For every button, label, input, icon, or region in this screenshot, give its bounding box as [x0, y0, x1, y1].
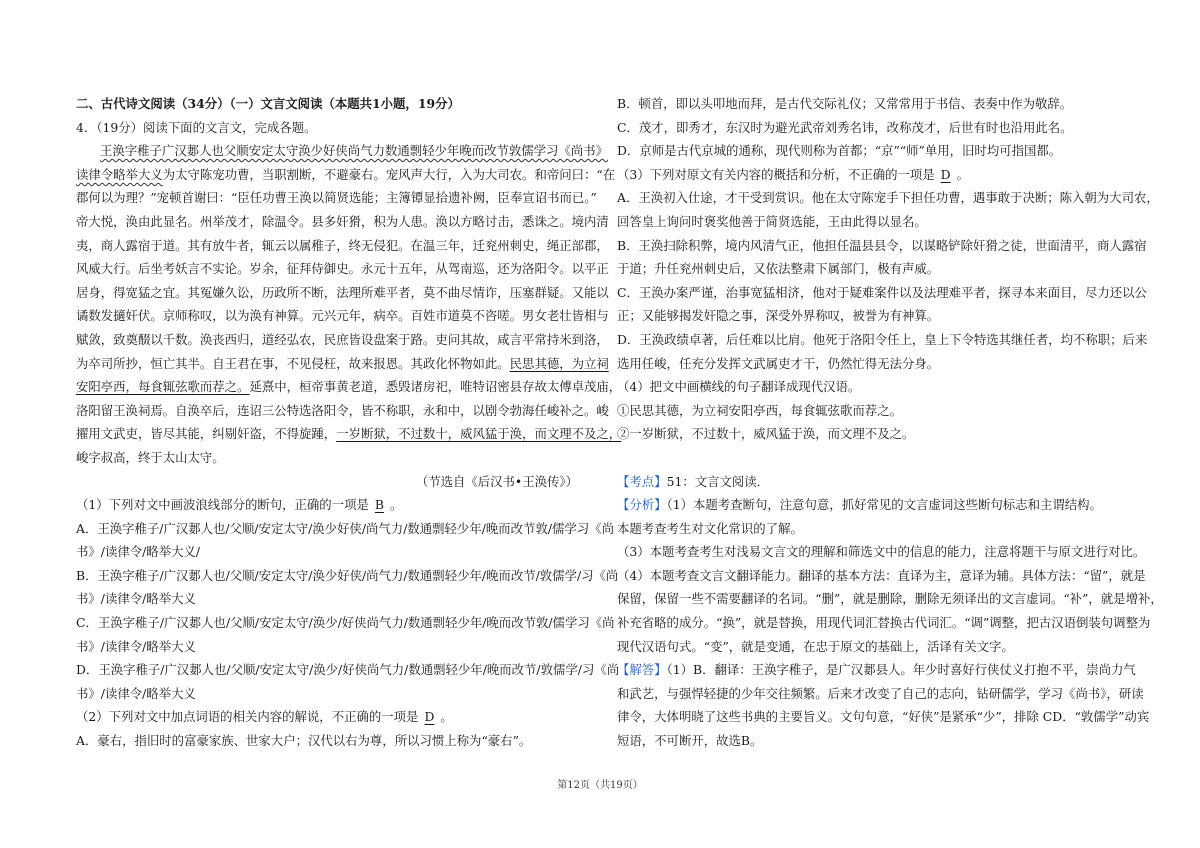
- passage-text: 延熹中，桓帝事黄老道，悉毁诸房祀，唯特诏密县存故太傅卓茂庙，: [249, 379, 622, 395]
- q2-option-b: B．顿首，即以头叩地而拜，是古代交际礼仪；又常常用于书信、表奏中作为敬辞。: [617, 96, 1073, 111]
- question-2: [76, 705, 582, 729]
- passage-text: 擢用文武吏，皆尽其能，纠剔奸盗，不得旋踵，: [76, 426, 337, 442]
- kaodian-text: 51：文言文阅读．: [666, 473, 770, 489]
- q3-option-a: A．王涣初入仕途，才干受到赏识。他在太守陈宠手下担任功曹，遇事敢于决断；陈入朝为大司农，: [617, 190, 1159, 206]
- passage-line: 郡何以为理？”宠顿首谢曰：“臣任功曹王涣以简贤选能；主簿镡显拾遗补阙，臣奉宣诏书而已。”: [76, 190, 597, 206]
- kaodian-tag: 【考点】: [617, 473, 667, 489]
- option-b-cont: 书》/读律令/略举大义: [76, 591, 196, 607]
- question-4-heading: 4．（19分）阅读下面的文言文，完成各题。: [76, 119, 317, 135]
- passage-text: 为卒司所抄，恒亡其半。自王君在事，不见侵枉，故来报恩。其政化怀物如此。: [76, 355, 510, 371]
- jieda-text: （1）B．翻译：王涣字稚子，是广汉郪县人。年少时喜好行侠仗义打抱不平，崇尚力气: [666, 662, 1136, 678]
- q3-option-d-cont: 选用任峻，任充分发挥文武属吏才干，仍然忙得无法分身。: [617, 355, 940, 371]
- option-a: A．王涣字稚子/广汉郪人也/父顺/安定太守/涣少好侠/尚气力/数通剽轻少年/晚而改节敦/儒学习《尚: [76, 520, 614, 536]
- jieda-line: 短语，不可断开，故选B。: [617, 733, 763, 749]
- passage-line: 帝大悦，涣由此显名。州举茂才，除温令。县多奸猾，积为人患。涣以方略讨击，悉诛之。境内清: [76, 213, 609, 229]
- spacer: [617, 446, 1127, 470]
- question-3-end: 。: [956, 166, 969, 182]
- question-1-text: （1）下列对文中画波浪线部分的断句，正确的一项是: [76, 497, 369, 513]
- fenxi-line: （4）本题考查文言文翻译能力。翻译的基本方法：直译为主，意译为辅。具体方法：“留”，就是: [617, 567, 1146, 583]
- question-3-answer: D: [940, 166, 951, 182]
- question-1-end: 。: [389, 497, 403, 513]
- option-a-cont: 书》/读律令/略举大义/: [76, 544, 201, 560]
- passage-line: 赋敛，致奠醊以千数。涣丧西归，道经弘农，民庶皆设盘案于路。吏问其故，咸言平常持米到洛，: [76, 331, 609, 347]
- passage-line: 夷，商人露宿于道。其有放牛者，辄云以属稚子，终无侵犯。在温三年，迁兖州刺史，绳正部郡，: [76, 237, 609, 253]
- passage-line: 谲数发擿奸伏。京师称叹，以为涣有神算。元兴元年，病卒。百姓市道莫不咨嗟。男女老壮皆相与: [76, 308, 609, 324]
- passage-line: [76, 422, 622, 446]
- translation-item-2: ②一岁断狱，不过数十，威风猛于涣，而文理不及之。: [617, 426, 915, 442]
- q3-option-a-cont: 回答皇上询问时褒奖他善于简贤选能，王由此得以显名。: [617, 213, 927, 229]
- passage-line: [76, 163, 616, 187]
- q3-option-b: B．王涣扫除积弊，境内风清气正，他担任温县县令，以谋略铲除奸猾之徒，世面清平，商人露宿: [617, 237, 1147, 253]
- q2-option-d: D．京师是古代京城的通称，现代则称为首都；“京”“师”单用，旧时均可指国都。: [617, 143, 1062, 159]
- passage-line: [76, 139, 609, 163]
- question-2-end: 。: [440, 709, 453, 725]
- question-2-text: （2）下列对文中加点词语的相关内容的解说，不正确的一项是: [76, 709, 419, 725]
- option-d-cont: 书》/读律令/略举大义: [76, 685, 196, 701]
- option-b: B．王涣字稚子/广汉郪人也/父顺/安定太守/涣少好侠/尚气力/数通剽轻少年/晚而改节/敦儒学/习《尚: [76, 567, 619, 583]
- passage-line: 洛阳留王涣祠焉。自涣卒后，连诏三公特选洛阳令，皆不称职，永和中，以剧令勃海任峻补之。峻: [76, 402, 609, 418]
- question-3-text: （3）下列对原文有关内容的概括和分析，不正确的一项是: [617, 166, 935, 182]
- jieda-line: [617, 658, 1136, 682]
- passage-source: （节选自《后汉书•王涣传》）: [415, 473, 578, 489]
- q3-option-c: C．王涣办案严谨，治事宽猛相济，他对于疑难案件以及法理难平者，探寻本来面目，尽力还以公: [617, 284, 1147, 300]
- translation-item-1: ①民思其德，为立祠安阳亭西，每食辄弦歌而荐之。: [617, 402, 902, 418]
- question-4: （4）把文中画横线的句子翻译成现代汉语。: [617, 379, 861, 395]
- fenxi-text: （1）本题考查断句，注意句意，抓好常见的文言虚词这些断句标志和主谓结构。: [666, 497, 1102, 513]
- left-column: [76, 92, 622, 753]
- wavy-underlined-text: 王涣字稚子广汉郪人也父顺安定太守涣少好侠尚气力数通剽轻少年晚而改节敦儒学习《尚书》: [100, 143, 609, 159]
- passage-text: 为太守陈宠功曹，当职割断，不避豪右。宠风声大行，入为大司农。和帝问曰：“在: [162, 166, 616, 182]
- fenxi-line: 本题考查考生对文化常识的了解。: [617, 520, 803, 536]
- q2-option-c: C．茂才，即秀才，东汉时为避光武帝刘秀名讳，改称茂才，后世有时也沿用此名。: [617, 119, 1073, 135]
- option-c: C．王涣字稚子/广汉郪人也/父顺/安定太守/涣少/好侠尚气力/数通剽轻少年/晚而改节敦/儒学习《尚: [76, 615, 615, 631]
- underlined-sentence-2: 一岁断狱，不过数十，威风猛于涣，而文理不及之，: [336, 426, 622, 442]
- question-3: [617, 163, 1127, 187]
- kaodian-line: [617, 470, 1127, 494]
- fenxi-line: 现代汉语句式。“变”，就是变通，在忠于原文的基础上，活译有关文字。: [617, 638, 1014, 654]
- jieda-line: 和武艺，与强悍轻捷的少年交往频繁。后来才改变了自己的志向，钻研儒学，学习《尚书》，研读: [617, 685, 1144, 701]
- passage-line: 峻字叔高，终于太山太守。: [76, 449, 225, 465]
- passage-line: 风威大行。后坐考妖言不实论。岁余，征拜侍御史。永元十五年，从驾南巡，还为洛阳令。以平正: [76, 261, 609, 277]
- page-footer: 第12页（共19页）: [557, 780, 643, 791]
- q3-option-b-cont: 于道；升任兖州刺史后，又依法整肃下属部门，极有声威。: [617, 261, 940, 277]
- question-2-answer: D: [424, 709, 435, 725]
- fenxi-line: （3）本题考查考生对浅易文言文的理解和筛选文中的信息的能力，注意将题干与原文进行对比。: [617, 544, 1146, 560]
- option-c-cont: 书》/读律令/略举大义: [76, 638, 196, 654]
- wavy-underlined-text: 读律令略举大义: [76, 166, 163, 182]
- q3-option-c-cont: 正；又能够揭发奸隐之事，深受外界称叹，被誉为有神算。: [617, 308, 940, 324]
- section-title: 二、古代诗文阅读（34分）（一）文言文阅读（本题共1小题，19分）: [76, 96, 460, 111]
- option-d: D．王涣字稚子/广汉郪人也/父顺/安定太守/涣少/好侠尚气力/数通剽轻少年/晚而改节/敦儒学/习《尚: [76, 662, 620, 678]
- jieda-tag: 【解答】: [617, 662, 667, 678]
- fenxi-tag: 【分析】: [617, 497, 667, 513]
- fenxi-line: 补充省略的成分。“换”，就是替换，用现代词汇替换古代词汇。“调”调整，把古汉语倒装句调整为: [617, 615, 1151, 631]
- passage-line: 居身，得宽猛之宜。其冤嫌久讼，历政所不断，法理所难平者，莫不曲尽情诈，压塞群疑。又能以: [76, 284, 609, 300]
- underlined-sentence-1: 民思其德，为立祠: [509, 355, 609, 371]
- question-1: [76, 493, 582, 517]
- fenxi-line: [617, 493, 1127, 517]
- q2-option-a: A．豪右，指旧时的富豪家族、世家大户；汉代以右为尊，所以习惯上称为“豪右”。: [76, 733, 532, 749]
- q3-option-d: D．王涣政绩卓著，后任难以比肩。他死于洛阳令任上，皇上下令特选其继任者，均不称职；后来: [617, 331, 1148, 347]
- jieda-line: 律令，大体明晓了这些书典的主要旨义。文句句意，“好侠”是紧承“少”，排除 CD．“敦儒学”动宾: [617, 709, 1150, 725]
- fenxi-line: 保留，保留一些不需要翻译的名词。“删”，就是删除，删除无须译出的文言虚词。“补”，就是增补，: [617, 591, 1163, 607]
- question-1-answer: B: [374, 497, 384, 513]
- underlined-sentence-1-cont: 安阳亭西，每食辄弦歌而荐之。: [76, 379, 250, 395]
- passage-line: [76, 375, 622, 399]
- passage-line: [76, 352, 609, 376]
- right-column: [617, 92, 1163, 753]
